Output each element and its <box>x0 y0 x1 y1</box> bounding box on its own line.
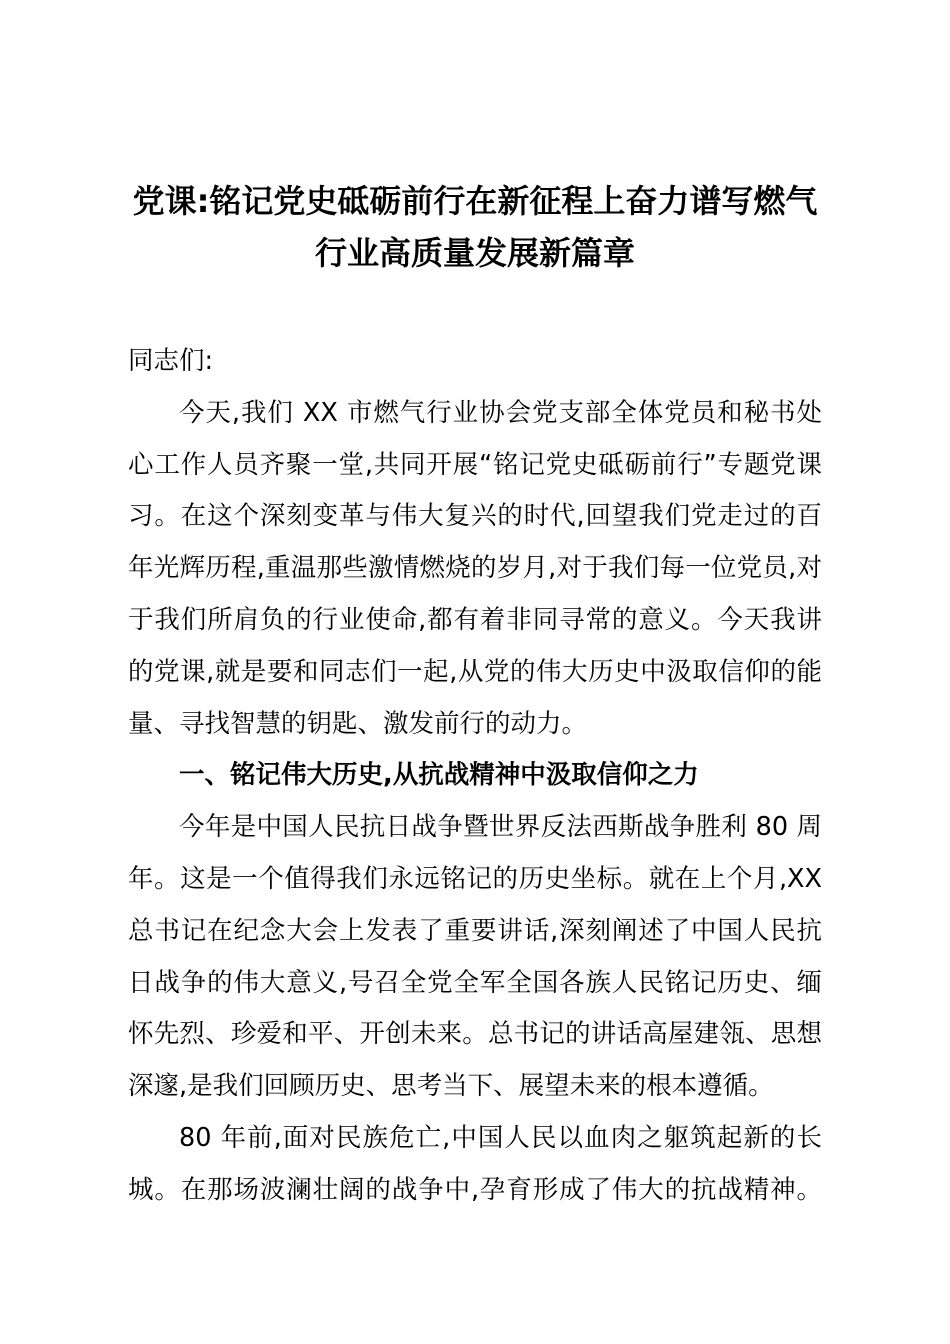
text-line: 总书记在纪念大会上发表了重要讲话,深刻阐述了中国人民抗 <box>128 915 822 946</box>
paragraph-intro <box>128 388 822 751</box>
text-line: 日战争的伟大意义,号召全党全军全国各族人民铭记历史、缅 <box>128 967 822 998</box>
text-line: 于我们所肩负的行业使命,都有着非同寻常的意义。今天我讲 <box>128 604 822 635</box>
title-line: 党课:铭记党史砥砺前行在新征程上奋力谱写燃气 <box>132 182 818 220</box>
document-title <box>128 164 822 272</box>
document-body <box>128 336 822 1217</box>
text-line: 量、寻找智慧的钥匙、激发前行的动力。 <box>128 708 588 739</box>
text-line: 80 年前,面对民族危亡,中国人民以血肉之躯筑起新的长 <box>179 1122 822 1153</box>
paragraph-anniversary <box>128 802 822 1113</box>
section-heading: 一、铭记伟大历史,从抗战精神中汲取信仰之力 <box>179 760 699 791</box>
text-line: 心工作人员齐聚一堂,共同开展“铭记党史砥砺前行”专题党课 <box>128 449 822 480</box>
title-line: 行业高质量发展新篇章 <box>314 233 635 272</box>
text-line: 城。在那场波澜壮阔的战争中,孕育形成了伟大的抗战精神。 <box>128 1174 822 1205</box>
paragraph-80-years <box>128 1113 822 1217</box>
text-line: 怀先烈、珍爱和平、开创未来。总书记的讲话高屋建瓴、思想 <box>128 1019 822 1050</box>
text-line: 习。在这个深刻变革与伟大复兴的时代,回望我们党走过的百 <box>128 501 822 532</box>
text-line: 年。这是一个值得我们永远铭记的历史坐标。就在上个月,XX <box>128 863 822 894</box>
text-line: 年光辉历程,重温那些激情燃烧的岁月,对于我们每一位党员,对 <box>128 553 822 584</box>
text-line: 今年是中国人民抗日战争暨世界反法西斯战争胜利 80 周 <box>179 812 822 843</box>
text-line: 今天,我们 XX 市燃气行业协会党支部全体党员和秘书处 <box>179 397 822 428</box>
text-line: 深邃,是我们回顾历史、思考当下、展望未来的根本遵循。 <box>128 1071 774 1102</box>
text-line: 的党课,就是要和同志们一起,从党的伟大历史中汲取信仰的能 <box>128 656 822 687</box>
salutation: 同志们: <box>128 346 214 376</box>
